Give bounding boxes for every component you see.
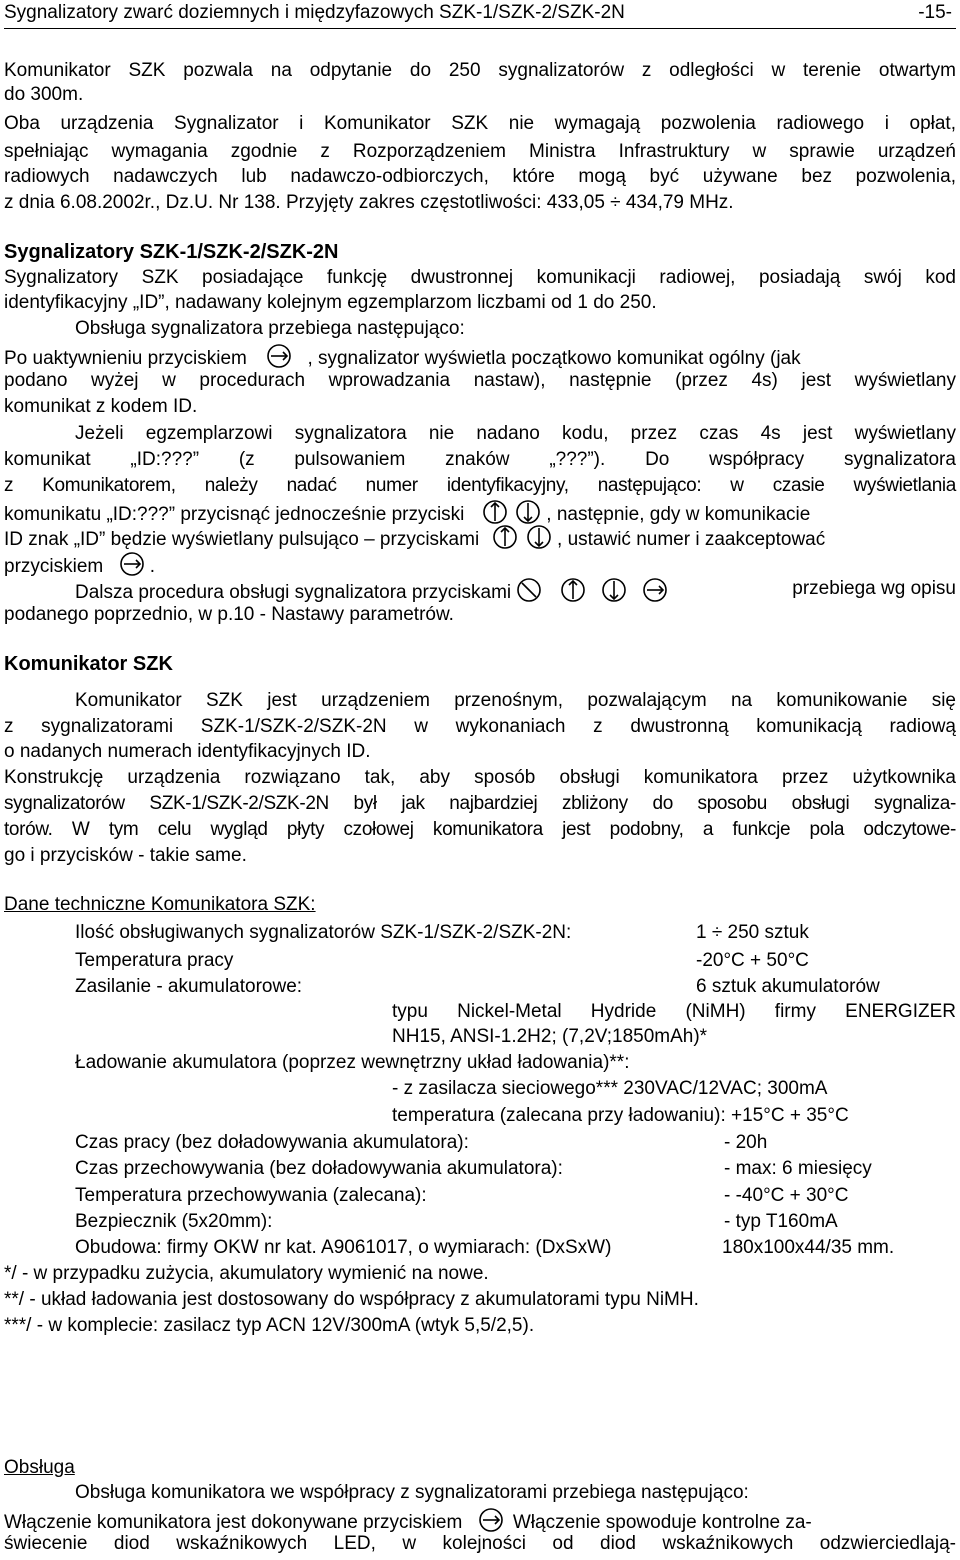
word: „???”). (549, 449, 606, 470)
spec-value: NH15, ANSI-1.2H2; (7,2V;1850mAh)* (392, 1026, 708, 1047)
spec-label: Ładowanie akumulatora (poprzez wewnętrzny układ ładowania)**: (75, 1052, 630, 1073)
body-line-spaced (4, 448, 956, 472)
spec-value: typu Nickel-Metal Hydride (NiMH) firmy ENERGIZER (392, 1001, 956, 1022)
body-line: o nadanych numerach identyfikacyjnych ID. (4, 741, 371, 762)
spec-value: 6 sztuk akumulatorów (696, 976, 880, 997)
body-line: sygnalizatorów SZK-1/SZK-2/SZK-2N był jak najbardziej zbliżony do sposobu obsługi sygnaliza- (4, 793, 956, 814)
text-fragment: , ustawić numer i zaakceptować (557, 529, 826, 550)
body-line: Sygnalizatory SZK posiadające funkcję dwustronnej komunikacji radiowej, posiadają swój kod (4, 267, 956, 288)
enter-button-icon (478, 1507, 504, 1533)
text-fragment: Po uaktywnieniu przyciskiem (4, 348, 247, 369)
text-fragment: Włączenie komunikatora jest dokonywane przyciskiem (4, 1512, 463, 1533)
section-heading-komunikator: Komunikator SZK (4, 653, 173, 675)
section-heading-sygnalizatory: Sygnalizatory SZK-1/SZK-2/SZK-2N (4, 241, 339, 263)
spec-label: Obudowa: firmy OKW nr kat. A9061017, o wymiarach: (DxSxW) (75, 1237, 612, 1258)
word: pulsowaniem (294, 449, 406, 470)
text-fragment: , następnie, gdy w komunikacie (546, 504, 811, 525)
body-line: komunikat z kodem ID. (4, 396, 198, 417)
text-fragment: Włączenie spowoduje kontrolne za- (512, 1512, 812, 1533)
word: „ID:???” (130, 449, 200, 470)
body-line: z sygnalizatorami SZK-1/SZK-2/SZK-2N w wykonaniach z dwustronną komunikacją radiową (4, 716, 956, 737)
body-line: Obsługa komunikatora we współpracy z sygnalizatorami przebiega następująco: (75, 1482, 749, 1503)
footnote: */ - w przypadku zużycia, akumulatory wymienić na nowe. (4, 1263, 489, 1284)
enter-button-icon (642, 577, 668, 603)
word: znaków (445, 449, 510, 470)
spec-value: temperatura (zalecana przy ładowaniu): +15°C + 35°C (392, 1105, 849, 1126)
body-line: Konstrukcję urządzenia rozwiązano tak, aby sposób obsługi komunikatora przez użytkownika (4, 767, 956, 788)
enter-button-icon (266, 343, 292, 369)
spec-label: Zasilanie - akumulatorowe: (75, 976, 303, 997)
text-fragment: , sygnalizator wyświetla początkowo komunikat ogólny (jak (307, 348, 801, 369)
footnote: ***/ - w komplecie: zasilacz typ ACN 12V/300mA (wtyk 5,5/2,5). (4, 1315, 535, 1336)
spec-label: Temperatura pracy (75, 950, 234, 971)
body-line: podanego poprzednio, w p.10 - Nastawy parametrów. (4, 604, 454, 625)
spec-label: Temperatura przechowywania (zalecana): (75, 1185, 427, 1206)
spec-value: - 20h (724, 1132, 768, 1153)
spec-value: - max: 6 miesięcy (724, 1158, 872, 1179)
enter-button-icon (119, 551, 145, 577)
intro-line: do 300m. (4, 84, 84, 105)
text-fragment: przebiega wg opisu (792, 578, 956, 599)
down-arrow-button-icon (526, 524, 552, 550)
up-arrow-button-icon (492, 524, 518, 550)
body-line: podano wyżej w procedurach wprowadzania nastaw), następnie (przez 4s) jest wyświetlany (4, 370, 956, 391)
text-fragment: przyciskiem (4, 556, 104, 577)
spec-label: Bezpiecznik (5x20mm): (75, 1211, 273, 1232)
spec-value: - -40°C + 30°C (724, 1185, 849, 1206)
body-line: z Komunikatorem, należy nadać numer identyfikacyjny, następująco: w czasie wyświetlania (4, 475, 956, 496)
body-line: świecenie diod wskaźnikowych LED, w kolejności od diod wskaźnikowych odzwierciedlają- (4, 1533, 956, 1554)
spec-value: - typ T160mA (724, 1211, 838, 1232)
intro-line: Oba urządzenia Sygnalizator i Komunikator SZK nie wymagają pozwolenia radiowego i opłat, (4, 113, 956, 134)
intro-line: z dnia 6.08.2002r., Dz.U. Nr 138. Przyjęty zakres częstotliwości: 433,05 ÷ 434,79 MHz. (4, 192, 734, 213)
up-arrow-button-icon (560, 577, 586, 603)
spec-label: Czas pracy (bez doładowywania akumulatora): (75, 1132, 469, 1153)
body-line-with-icon (75, 577, 956, 605)
section-heading-obsluga: Obsługa (4, 1457, 75, 1478)
body-line-with-icon (4, 499, 956, 527)
body-line: torów. W tym celu wygląd płyty czołowej komunikatora jest podobny, a funkcje pola odczytowe- (4, 819, 956, 840)
down-arrow-button-icon (601, 577, 627, 603)
diagonal-arrow-button-icon (516, 577, 542, 603)
section-heading-dane-techniczne: Dane techniczne Komunikatora SZK: (4, 894, 316, 915)
intro-line: radiowych nadawczych lub nadawczo-odbiorczych, które mogą być używane bez pozwolenia, (4, 166, 956, 187)
word: komunikat (4, 449, 91, 470)
intro-line: spełniając wymagania zgodnie z Rozporządzeniem Ministra Infrastruktury w sprawie urządzeń (4, 141, 956, 162)
spec-value: 180x100x44/35 mm. (722, 1237, 895, 1258)
page-number: -15- (918, 2, 952, 23)
word: Do (645, 449, 670, 470)
header-title: Sygnalizatory zwarć doziemnych i międzyfazowych SZK-1/SZK-2/SZK-2N (4, 2, 625, 23)
page-header (4, 2, 956, 29)
body-line-with-icon (4, 524, 956, 552)
body-line: Komunikator SZK jest urządzeniem przenośnym, pozwalającym na komunikowanie się (75, 690, 956, 711)
down-arrow-button-icon (515, 499, 541, 525)
body-line: go i przycisków - takie same. (4, 845, 247, 866)
word: (z (238, 449, 255, 470)
body-line-with-icon (4, 343, 956, 371)
footnote: **/ - układ ładowania jest dostosowany do współpracy z akumulatorami typu NiMH. (4, 1289, 699, 1310)
text-fragment: ID znak „ID” będzie wyświetlany pulsująco – przyciskami (4, 529, 480, 550)
word: współpracy (709, 449, 805, 470)
word: sygnalizatora (843, 449, 956, 470)
spec-label: Ilość obsługiwanych sygnalizatorów SZK-1/SZK-2/SZK-2N: (75, 922, 572, 943)
spec-value: -20°C + 50°C (696, 950, 809, 971)
body-line: identyfikacyjny „ID”, nadawany kolejnym egzemplarzom liczbami od 1 do 250. (4, 292, 657, 313)
intro-line: Komunikator SZK pozwala na odpytanie do 250 sygnalizatorów z odległości w terenie otwartym (4, 60, 956, 81)
text-fragment: Dalsza procedura obsługi sygnalizatora przyciskami (75, 582, 512, 603)
body-line-with-icon (4, 551, 956, 579)
text-fragment: komunikatu „ID:???” przycisnąć jednocześnie przyciski (4, 504, 465, 525)
body-line-with-icon (4, 1507, 956, 1535)
text-fragment: . (149, 556, 156, 577)
body-line: Jeżeli egzemplarzowi sygnalizatora nie nadano kodu, przez czas 4s jest wyświetlany (75, 423, 956, 444)
spec-value: 1 ÷ 250 sztuk (696, 922, 809, 943)
up-arrow-button-icon (482, 499, 508, 525)
body-line: Obsługa sygnalizatora przebiega następująco: (75, 318, 465, 339)
spec-value: - z zasilacza sieciowego*** 230VAC/12VAC; 300mA (392, 1078, 828, 1099)
spec-label: Czas przechowywania (bez doładowywania akumulatora): (75, 1158, 563, 1179)
